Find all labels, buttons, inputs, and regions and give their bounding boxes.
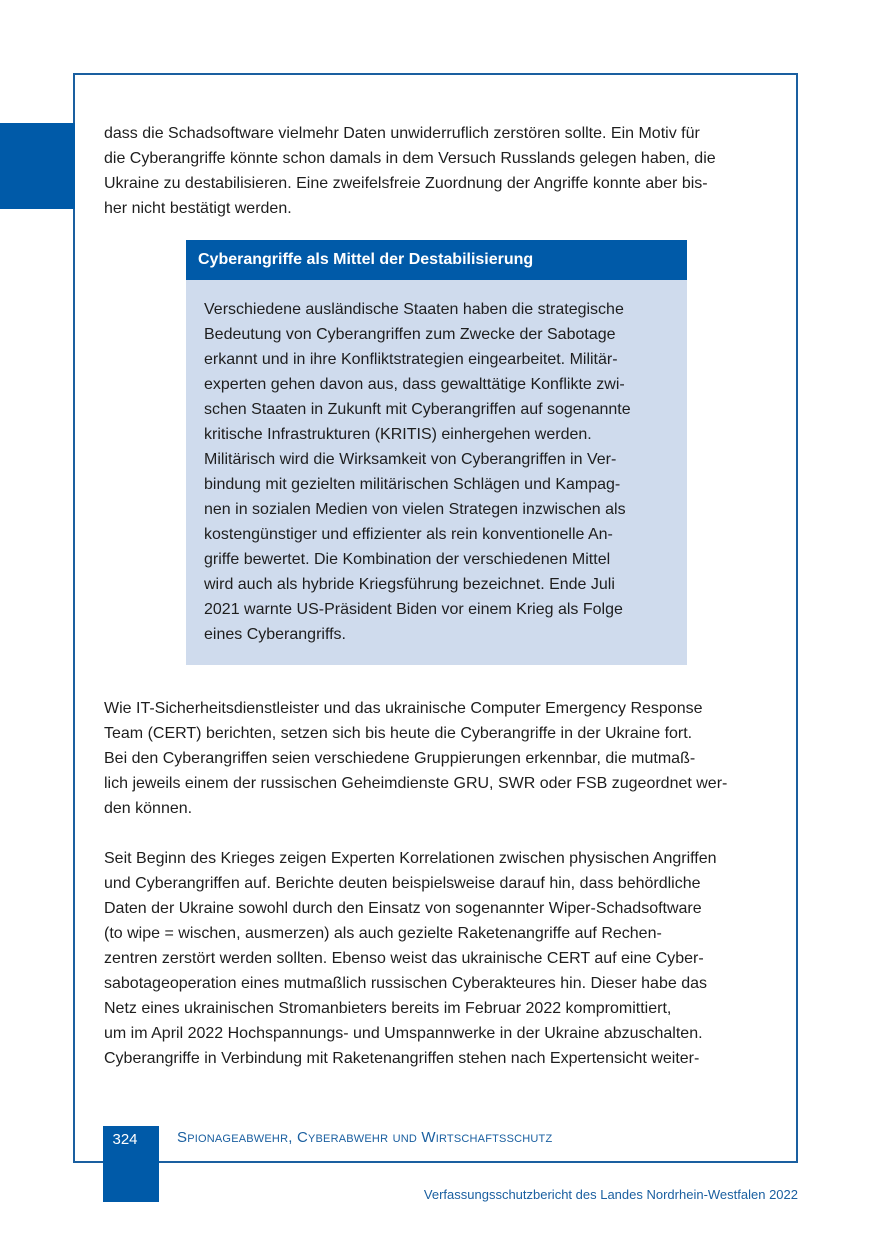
page-number: 324 (112, 1131, 138, 1148)
info-box-title: Cyberangriffe als Mittel der Destabilisierung (186, 240, 687, 280)
text-line: eines Cyberangriffs. (204, 626, 346, 643)
text-line: her nicht bestätigt werden. (104, 200, 292, 217)
text-line: schen Staaten in Zukunft mit Cyberangriffen auf sogenannte (204, 401, 631, 418)
text-line: sabotageoperation eines mutmaßlich russischen Cyberakteures hin. Dieser habe das (104, 975, 707, 992)
text-line: und Cyberangriffen auf. Berichte deuten beispielsweise darauf hin, dass behördliche (104, 875, 701, 892)
text-line: Ukraine zu destabilisieren. Eine zweifelsfreie Zuordnung der Angriffe konnte aber bis- (104, 175, 708, 192)
text-line: bindung mit gezielten militärischen Schlägen und Kampag- (204, 476, 621, 493)
text-line: Wie IT-Sicherheitsdienstleister und das ukrainische Computer Emergency Response (104, 700, 703, 717)
info-box (186, 240, 687, 665)
text-line: Bedeutung von Cyberangriffen zum Zwecke der Sabotage (204, 326, 616, 343)
paragraph-war (104, 846, 774, 1071)
footer-publication: Verfassungsschutzbericht des Landes Nordrhein-Westfalen 2022 (423, 1187, 798, 1202)
text-line: den können. (104, 800, 193, 817)
text-line: kostengünstiger und effizienter als rein konventionelle An- (204, 526, 613, 543)
text-line: experten gehen davon aus, dass gewalttätige Konflikte zwi- (204, 376, 625, 393)
text-line: wird auch als hybride Kriegsführung bezeichnet. Ende Juli (204, 576, 615, 593)
info-box-text (204, 297, 679, 647)
text-line: Cyberangriffe in Verbindung mit Raketenangriffen stehen nach Expertensicht weiter- (104, 1050, 700, 1067)
text-line: Seit Beginn des Krieges zeigen Experten Korrelationen zwischen physischen Angriffen (104, 850, 717, 867)
side-color-tab (0, 123, 75, 209)
text-line: griffe bewertet. Die Kombination der verschiedenen Mittel (204, 551, 611, 568)
text-line: 2021 warnte US-Präsident Biden vor einem Krieg als Folge (204, 601, 623, 618)
paragraph-intro (104, 121, 774, 221)
text-line: Team (CERT) berichten, setzen sich bis heute die Cyberangriffe in der Ukraine fort. (104, 725, 693, 742)
text-line: (to wipe = wischen, ausmerzen) als auch gezielte Raketenangriffe auf Rechen- (104, 925, 662, 942)
text-line: Bei den Cyberangriffen seien verschiedene Gruppierungen erkennbar, die mutmaß- (104, 750, 696, 767)
text-line: kritische Infrastrukturen (KRITIS) einhergehen werden. (204, 426, 592, 443)
text-line: erkannt und in ihre Konfliktstrategien eingearbeitet. Militär- (204, 351, 618, 368)
text-line: nen in sozialen Medien von vielen Strategen inzwischen als (204, 501, 626, 518)
text-line: Daten der Ukraine sowohl durch den Einsatz von sogenannter Wiper-Schadsoftware (104, 900, 702, 917)
text-line: zentren zerstört werden sollten. Ebenso weist das ukrainische CERT auf eine Cyber- (104, 950, 704, 967)
text-line: Militärisch wird die Wirksamkeit von Cyberangriffen in Ver- (204, 451, 617, 468)
page-number-block (103, 1126, 159, 1202)
text-line: Netz eines ukrainischen Stromanbieters bereits im Februar 2022 kompromittiert, (104, 1000, 672, 1017)
paragraph-cert (104, 696, 774, 821)
chapter-title: Spionageabwehr, Cyberabwehr und Wirtschaftsschutz (177, 1129, 553, 1146)
text-line: lich jeweils einem der russischen Geheimdienste GRU, SWR oder FSB zugeordnet wer- (104, 775, 728, 792)
text-line: die Cyberangriffe könnte schon damals in dem Versuch Russlands gelegen haben, die (104, 150, 716, 167)
text-line: dass die Schadsoftware vielmehr Daten unwiderruflich zerstören sollte. Ein Motiv für (104, 125, 700, 142)
text-line: um im April 2022 Hochspannungs- und Umspannwerke in der Ukraine abzuschalten. (104, 1025, 703, 1042)
text-line: Verschiedene ausländische Staaten haben die strategische (204, 301, 624, 318)
